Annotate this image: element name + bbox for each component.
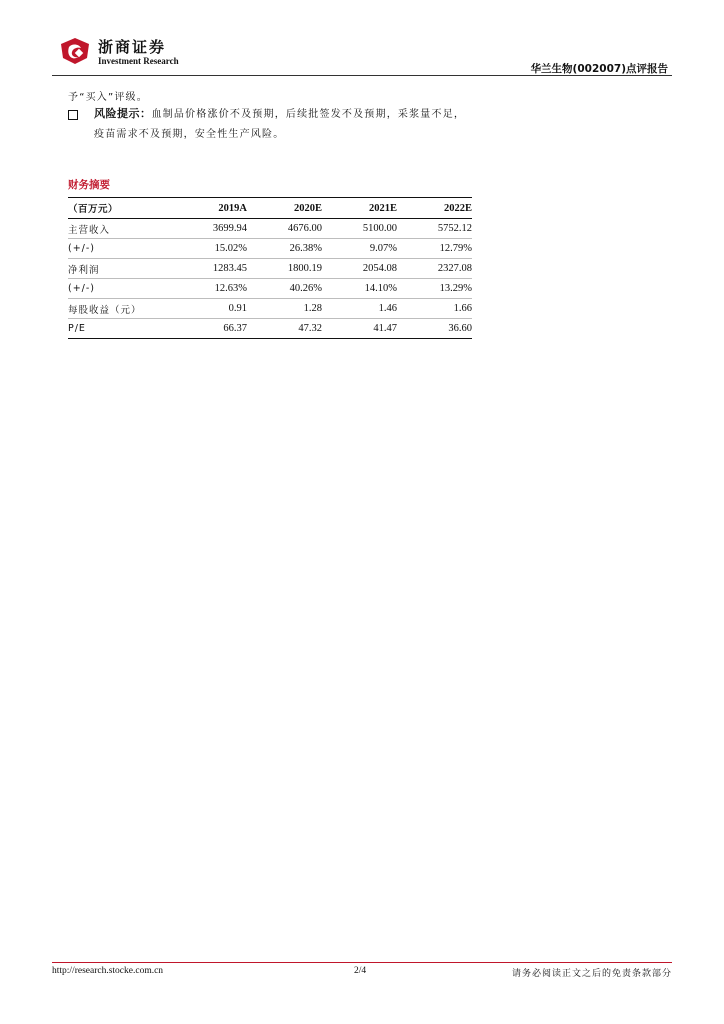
table-cell: 1800.19 [247, 259, 322, 279]
table-cell: 3699.94 [172, 219, 247, 239]
logo-en-text: Investment Research [98, 56, 179, 66]
table-cell: 1.46 [322, 299, 397, 319]
table-row [68, 299, 472, 319]
table-row [68, 319, 472, 339]
row-label: (+/-) [68, 239, 172, 259]
column-header: 2022E [397, 198, 472, 219]
table-cell: 0.91 [172, 299, 247, 319]
page-number: 2/4 [354, 966, 367, 976]
header-divider [52, 75, 672, 76]
report-title: 华兰生物(002007)点评报告 [530, 63, 668, 75]
table-cell: 47.32 [247, 319, 322, 339]
table-cell: 4676.00 [247, 219, 322, 239]
table-cell: 1.66 [397, 299, 472, 319]
footer-divider [52, 962, 672, 963]
table-cell: 12.63% [172, 279, 247, 299]
financial-summary-title: 财务摘要 [68, 179, 110, 191]
risk-warning [94, 104, 474, 145]
financial-summary-table [68, 197, 472, 339]
table-header-row [68, 198, 472, 219]
table-cell: 5100.00 [322, 219, 397, 239]
column-header: 2021E [322, 198, 397, 219]
table-row [68, 259, 472, 279]
table-cell: 2327.08 [397, 259, 472, 279]
table-row [68, 239, 472, 259]
table-cell: 26.38% [247, 239, 322, 259]
checkbox-bullet-icon [68, 110, 78, 120]
page-header [52, 32, 672, 76]
table-cell: 9.07% [322, 239, 397, 259]
table-cell: 5752.12 [397, 219, 472, 239]
row-label: P/E [68, 319, 172, 339]
table-cell: 40.26% [247, 279, 322, 299]
table-cell: 1.28 [247, 299, 322, 319]
table-cell: 13.29% [397, 279, 472, 299]
footer-url-link[interactable]: http://research.stocke.com.cn [52, 966, 164, 976]
column-header: 2020E [247, 198, 322, 219]
risk-text: 血制品价格涨价不及预期，后续批签发不及预期，采浆量不足，疫苗需求不及预期，安全性生产风险。 [94, 109, 466, 140]
table-row [68, 279, 472, 299]
row-label: 主营收入 [68, 219, 172, 239]
logo-cn-text: 浙商证券 [98, 38, 167, 56]
table-cell: 66.37 [172, 319, 247, 339]
table-cell: 14.10% [322, 279, 397, 299]
table-cell: 2054.08 [322, 259, 397, 279]
table-row [68, 219, 472, 239]
column-header: 2019A [172, 198, 247, 219]
table-cell: 12.79% [397, 239, 472, 259]
row-label: 每股收益（元） [68, 299, 172, 319]
disclaimer-note: 请务必阅读正文之后的免责条款部分 [511, 969, 672, 979]
column-header: （百万元） [68, 198, 172, 219]
company-logo-icon [58, 36, 92, 66]
table-cell: 36.60 [397, 319, 472, 339]
row-label: (+/-) [68, 279, 172, 299]
row-label: 净利润 [68, 259, 172, 279]
table-cell: 15.02% [172, 239, 247, 259]
rating-paragraph: 予“买入”评级。 [68, 92, 148, 103]
table-cell: 1283.45 [172, 259, 247, 279]
table-cell: 41.47 [322, 319, 397, 339]
risk-label: 风险提示： [94, 107, 152, 120]
